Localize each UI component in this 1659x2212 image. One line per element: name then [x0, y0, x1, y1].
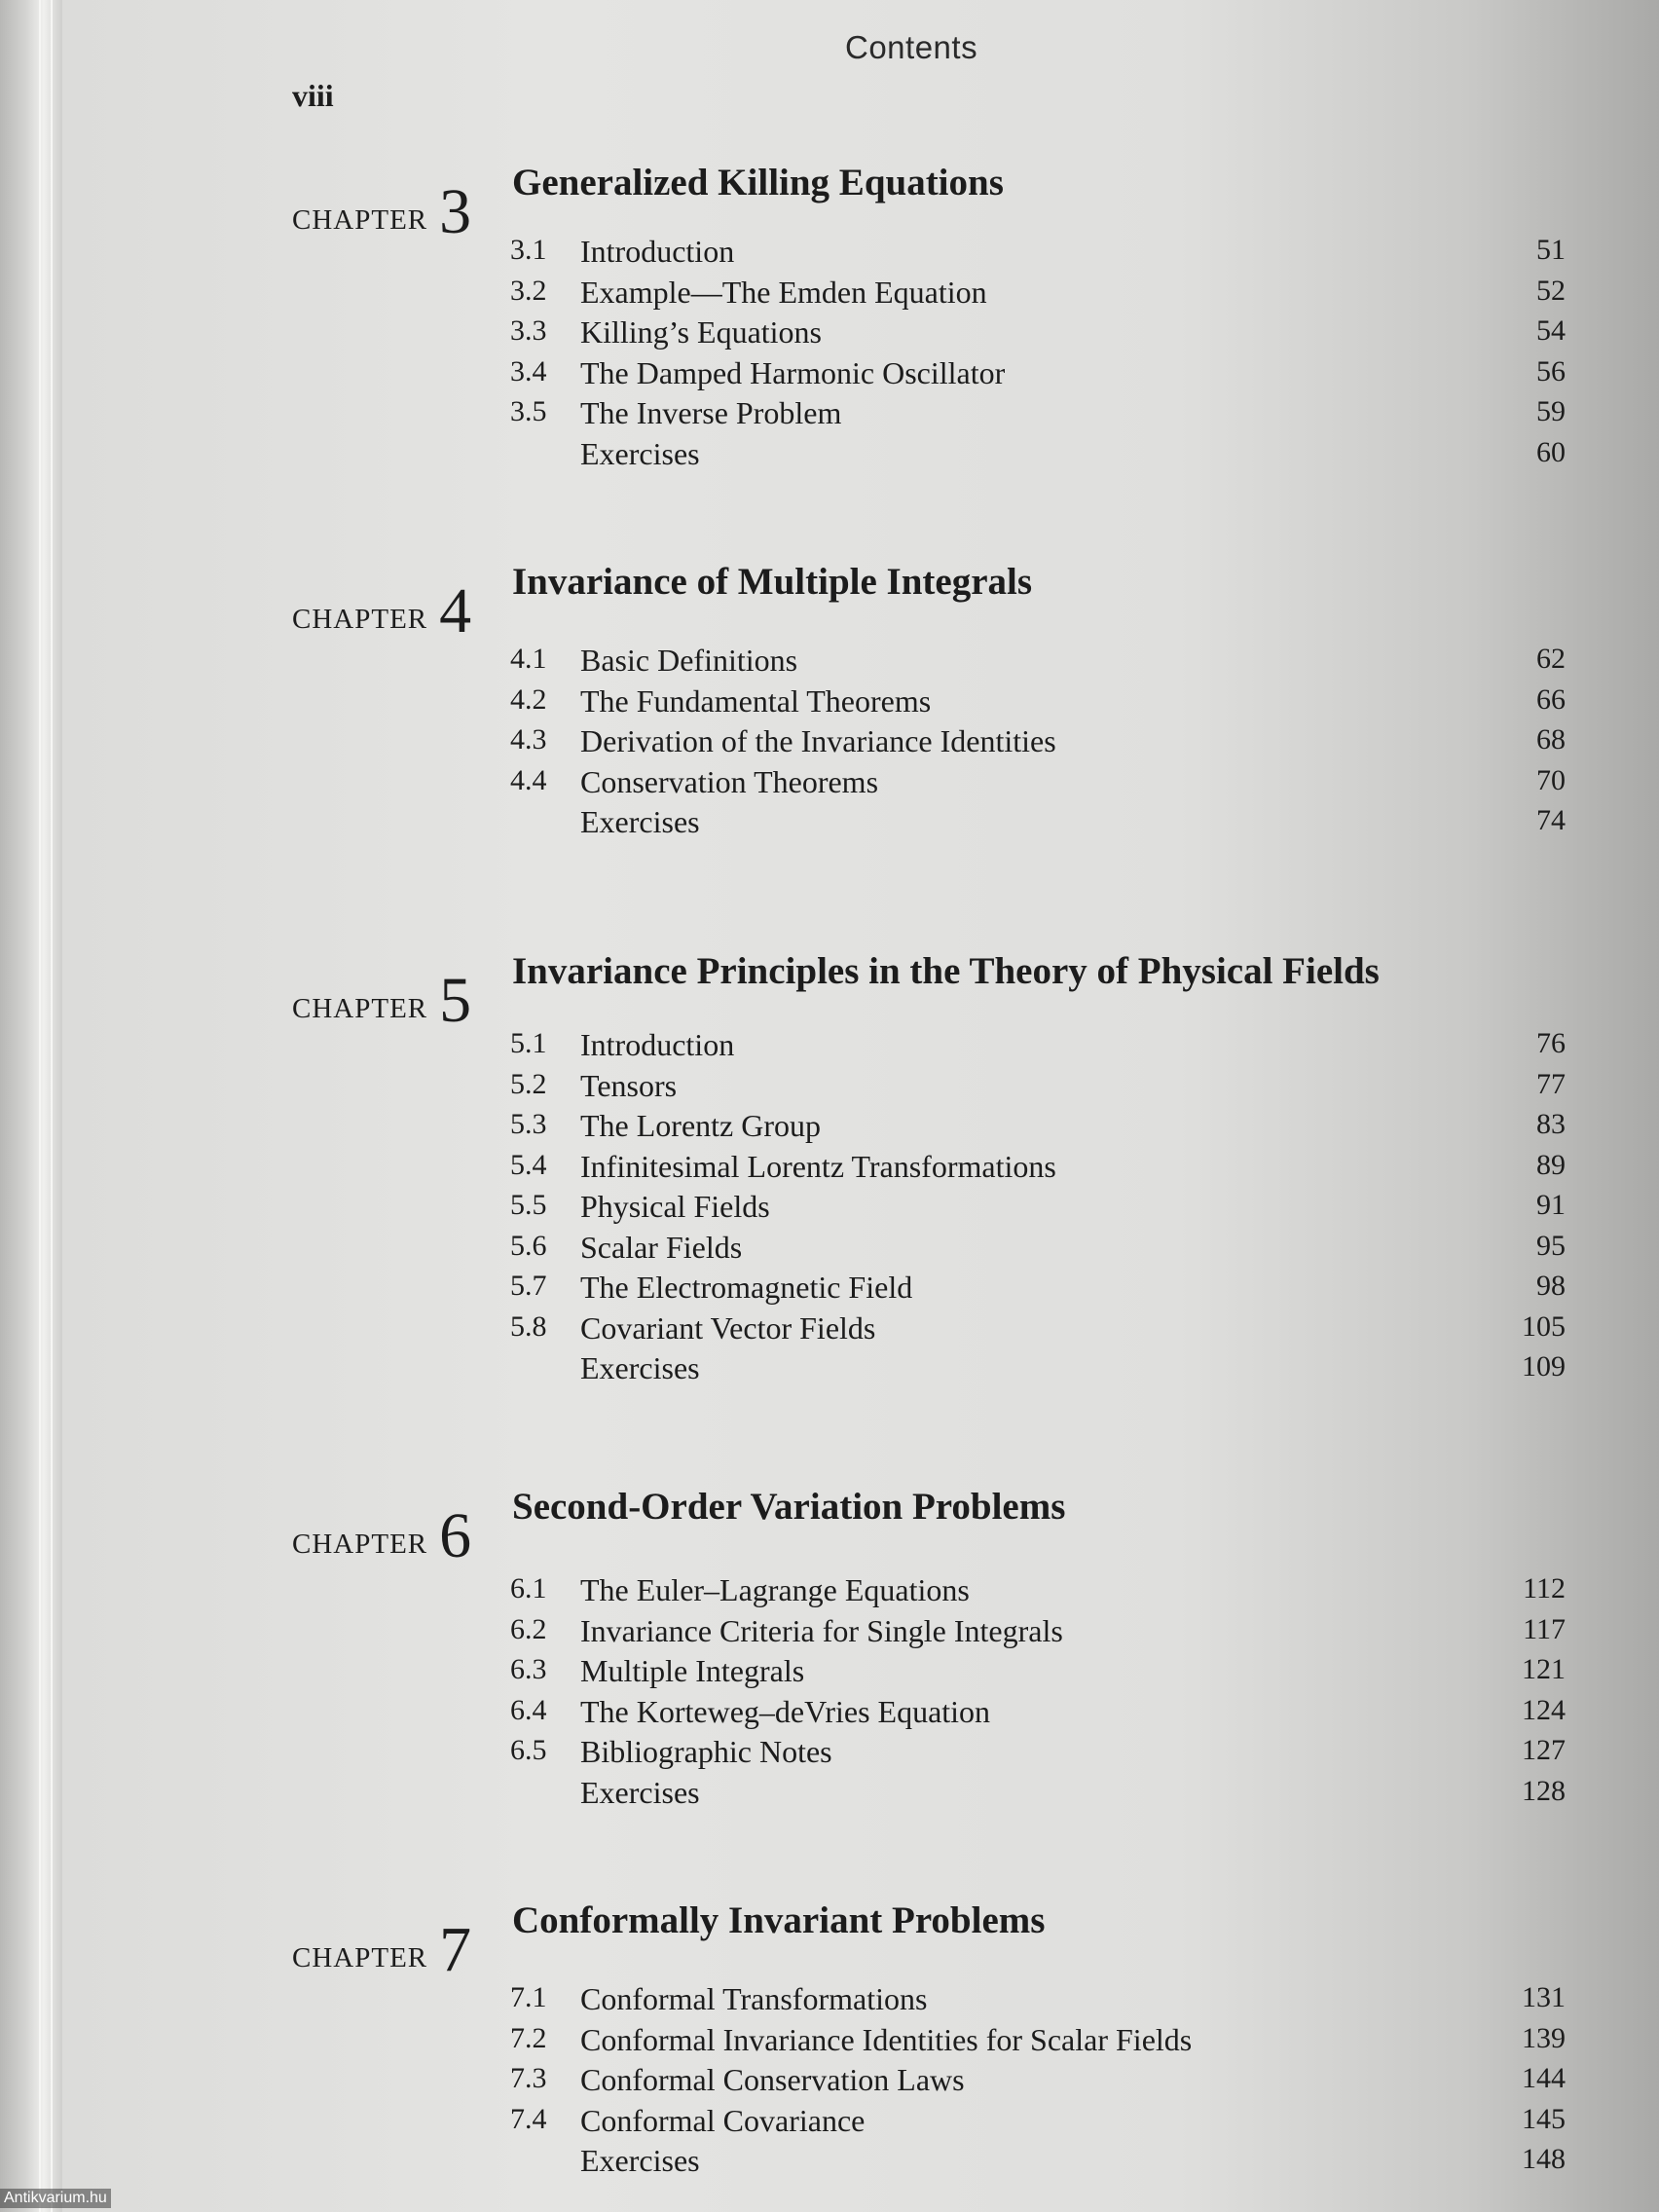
section-number: 5.3	[510, 1108, 547, 1140]
section-number: 5.2	[510, 1067, 547, 1100]
section-title: Exercises	[580, 804, 700, 839]
toc-entry	[0, 1108, 1659, 1149]
section-number: 7.3	[510, 2062, 547, 2094]
chapter-word: CHAPTER	[292, 993, 428, 1024]
section-number: 4.4	[510, 763, 547, 796]
section-page: 77	[1536, 1067, 1566, 1100]
page-number: viii	[292, 78, 334, 113]
section-number: 3.1	[510, 234, 547, 266]
chapter-word: CHAPTER	[292, 204, 428, 236]
running-head: Contents	[845, 29, 978, 65]
section-number: 6.2	[510, 1612, 547, 1645]
section-page: 112	[1523, 1572, 1566, 1604]
section-number: 5.5	[510, 1189, 547, 1221]
toc-entry	[0, 1310, 1659, 1351]
section-number: 7.4	[510, 2102, 547, 2135]
section-title: Bibliographic Notes	[580, 1734, 832, 1769]
section-title: The Korteweg–deVries Equation	[580, 1693, 991, 1729]
chapter-number: 4	[439, 575, 472, 646]
section-title: Basic Definitions	[580, 643, 798, 678]
chapter-number: 7	[439, 1914, 472, 1985]
toc-entry	[0, 1270, 1659, 1310]
section-page: 89	[1536, 1148, 1566, 1181]
toc-entry	[0, 1350, 1659, 1391]
section-page: 51	[1536, 234, 1566, 266]
section-number: 5.6	[510, 1229, 547, 1262]
section-title: The Lorentz Group	[580, 1108, 822, 1143]
chapter-title: Conformally Invariant Problems	[512, 1899, 1046, 1941]
section-page: 124	[1522, 1693, 1566, 1726]
section-number: 5.4	[510, 1148, 547, 1181]
toc-entry	[0, 1027, 1659, 1068]
section-number: 6.5	[510, 1734, 547, 1766]
section-title: The Electromagnetic Field	[580, 1270, 913, 1305]
section-page: 91	[1536, 1189, 1566, 1221]
section-page: 74	[1536, 804, 1566, 836]
chapter-title: Generalized Killing Equations	[512, 162, 1004, 203]
toc-entry	[0, 804, 1659, 845]
toc-entry	[0, 643, 1659, 683]
section-title: Covariant Vector Fields	[580, 1309, 876, 1346]
section-title: Exercises	[580, 2143, 700, 2178]
section-number: 6.4	[510, 1693, 547, 1726]
section-page: 139	[1522, 2021, 1566, 2054]
section-page: 105	[1522, 1309, 1566, 1343]
chapter-label	[292, 1913, 471, 1987]
toc-entry	[0, 1572, 1659, 1613]
section-page: 98	[1536, 1270, 1566, 1302]
chapter-word: CHAPTER	[292, 1529, 428, 1560]
section-page: 83	[1536, 1108, 1566, 1140]
section-page: 127	[1522, 1734, 1566, 1766]
section-page: 56	[1536, 354, 1566, 387]
toc-entry	[0, 1613, 1659, 1654]
chapter-title: Invariance of Multiple Integrals	[512, 561, 1033, 603]
toc-entry	[0, 1068, 1659, 1109]
section-number: 4.2	[510, 682, 547, 716]
section-title: The Fundamental Theorems	[580, 682, 932, 719]
section-title: Killing’s Equations	[580, 314, 822, 350]
toc-entry	[0, 1189, 1659, 1230]
section-title: The Inverse Problem	[580, 395, 842, 430]
section-page: 59	[1536, 395, 1566, 427]
section-number: 3.2	[510, 274, 547, 307]
section-page: 144	[1522, 2062, 1566, 2094]
section-number: 4.3	[510, 723, 547, 756]
section-number: 7.1	[510, 1981, 547, 2013]
chapter-word: CHAPTER	[292, 604, 428, 635]
toc-entry	[0, 2062, 1659, 2103]
chapter-title: Invariance Principles in the Theory of Physical Fields	[512, 950, 1380, 992]
section-page: 66	[1536, 682, 1566, 716]
section-page: 128	[1522, 1774, 1566, 1807]
section-number: 3.5	[510, 395, 547, 427]
section-title: The Euler–Lagrange Equations	[580, 1572, 970, 1607]
toc-entry	[0, 1653, 1659, 1694]
section-title: Exercises	[580, 435, 700, 471]
toc-entry	[0, 683, 1659, 724]
section-page: 62	[1536, 643, 1566, 675]
section-title: Conformal Covariance	[580, 2102, 866, 2138]
section-page: 131	[1522, 1981, 1566, 2013]
section-title: Conformal Invariance Identities for Scalar Fields	[580, 2021, 1193, 2057]
watermark: Antikvarium.hu	[0, 2189, 111, 2208]
section-page: 52	[1536, 274, 1566, 307]
chapter-label	[292, 1499, 471, 1573]
section-page: 68	[1536, 723, 1566, 756]
chapter-label	[292, 574, 471, 648]
chapter-number: 6	[439, 1500, 472, 1571]
section-title: Exercises	[580, 1350, 700, 1385]
section-title: Derivation of the Invariance Identities	[580, 723, 1056, 758]
section-number: 7.2	[510, 2021, 547, 2054]
toc-entry	[0, 1149, 1659, 1190]
section-page: 145	[1522, 2102, 1566, 2135]
section-number: 5.1	[510, 1027, 547, 1059]
section-number: 5.8	[510, 1309, 547, 1343]
section-title: Tensors	[580, 1067, 678, 1103]
section-page: 54	[1536, 314, 1566, 347]
section-number: 6.3	[510, 1653, 547, 1685]
section-title: Physical Fields	[580, 1189, 770, 1224]
toc-entry	[0, 764, 1659, 805]
section-page: 60	[1536, 435, 1566, 468]
section-number: 3.3	[510, 314, 547, 347]
toc-entry	[0, 723, 1659, 764]
section-page: 70	[1536, 763, 1566, 796]
section-title: Introduction	[580, 234, 735, 269]
toc-entry	[0, 1694, 1659, 1735]
section-page: 121	[1522, 1653, 1566, 1685]
section-title: The Damped Harmonic Oscillator	[580, 354, 1006, 390]
toc-entry	[0, 2103, 1659, 2144]
section-page: 76	[1536, 1027, 1566, 1059]
section-number: 4.1	[510, 643, 547, 675]
chapter-number: 5	[439, 965, 472, 1036]
section-page: 109	[1522, 1350, 1566, 1382]
section-page: 95	[1536, 1229, 1566, 1262]
section-title: Conservation Theorems	[580, 763, 879, 799]
toc-entry	[0, 234, 1659, 275]
section-title: Conformal Transformations	[580, 1981, 928, 2016]
toc-entry	[0, 436, 1659, 477]
toc-entry	[0, 2022, 1659, 2063]
chapter-number: 3	[439, 176, 472, 247]
section-title: Conformal Conservation Laws	[580, 2062, 965, 2097]
toc-entry	[0, 1775, 1659, 1816]
toc-entry	[0, 314, 1659, 355]
section-title: Scalar Fields	[580, 1229, 743, 1265]
section-title: Example—The Emden Equation	[580, 274, 987, 310]
toc-entry	[0, 355, 1659, 396]
toc-entry	[0, 1981, 1659, 2022]
section-title: Invariance Criteria for Single Integrals	[580, 1612, 1063, 1648]
toc-entry	[0, 1230, 1659, 1271]
section-title: Multiple Integrals	[580, 1653, 805, 1688]
chapter-title: Second-Order Variation Problems	[512, 1486, 1066, 1528]
toc-entry	[0, 395, 1659, 436]
chapter-word: CHAPTER	[292, 1942, 428, 1973]
toc-entry	[0, 1734, 1659, 1775]
section-title: Introduction	[580, 1027, 735, 1062]
section-number: 3.4	[510, 354, 547, 387]
toc-entry	[0, 275, 1659, 315]
section-title: Exercises	[580, 1774, 700, 1810]
section-number: 6.1	[510, 1572, 547, 1604]
section-title: Infinitesimal Lorentz Transformations	[580, 1148, 1056, 1184]
toc-entry	[0, 2143, 1659, 2184]
section-page: 148	[1522, 2143, 1566, 2175]
section-page: 117	[1523, 1612, 1566, 1645]
section-number: 5.7	[510, 1270, 547, 1302]
